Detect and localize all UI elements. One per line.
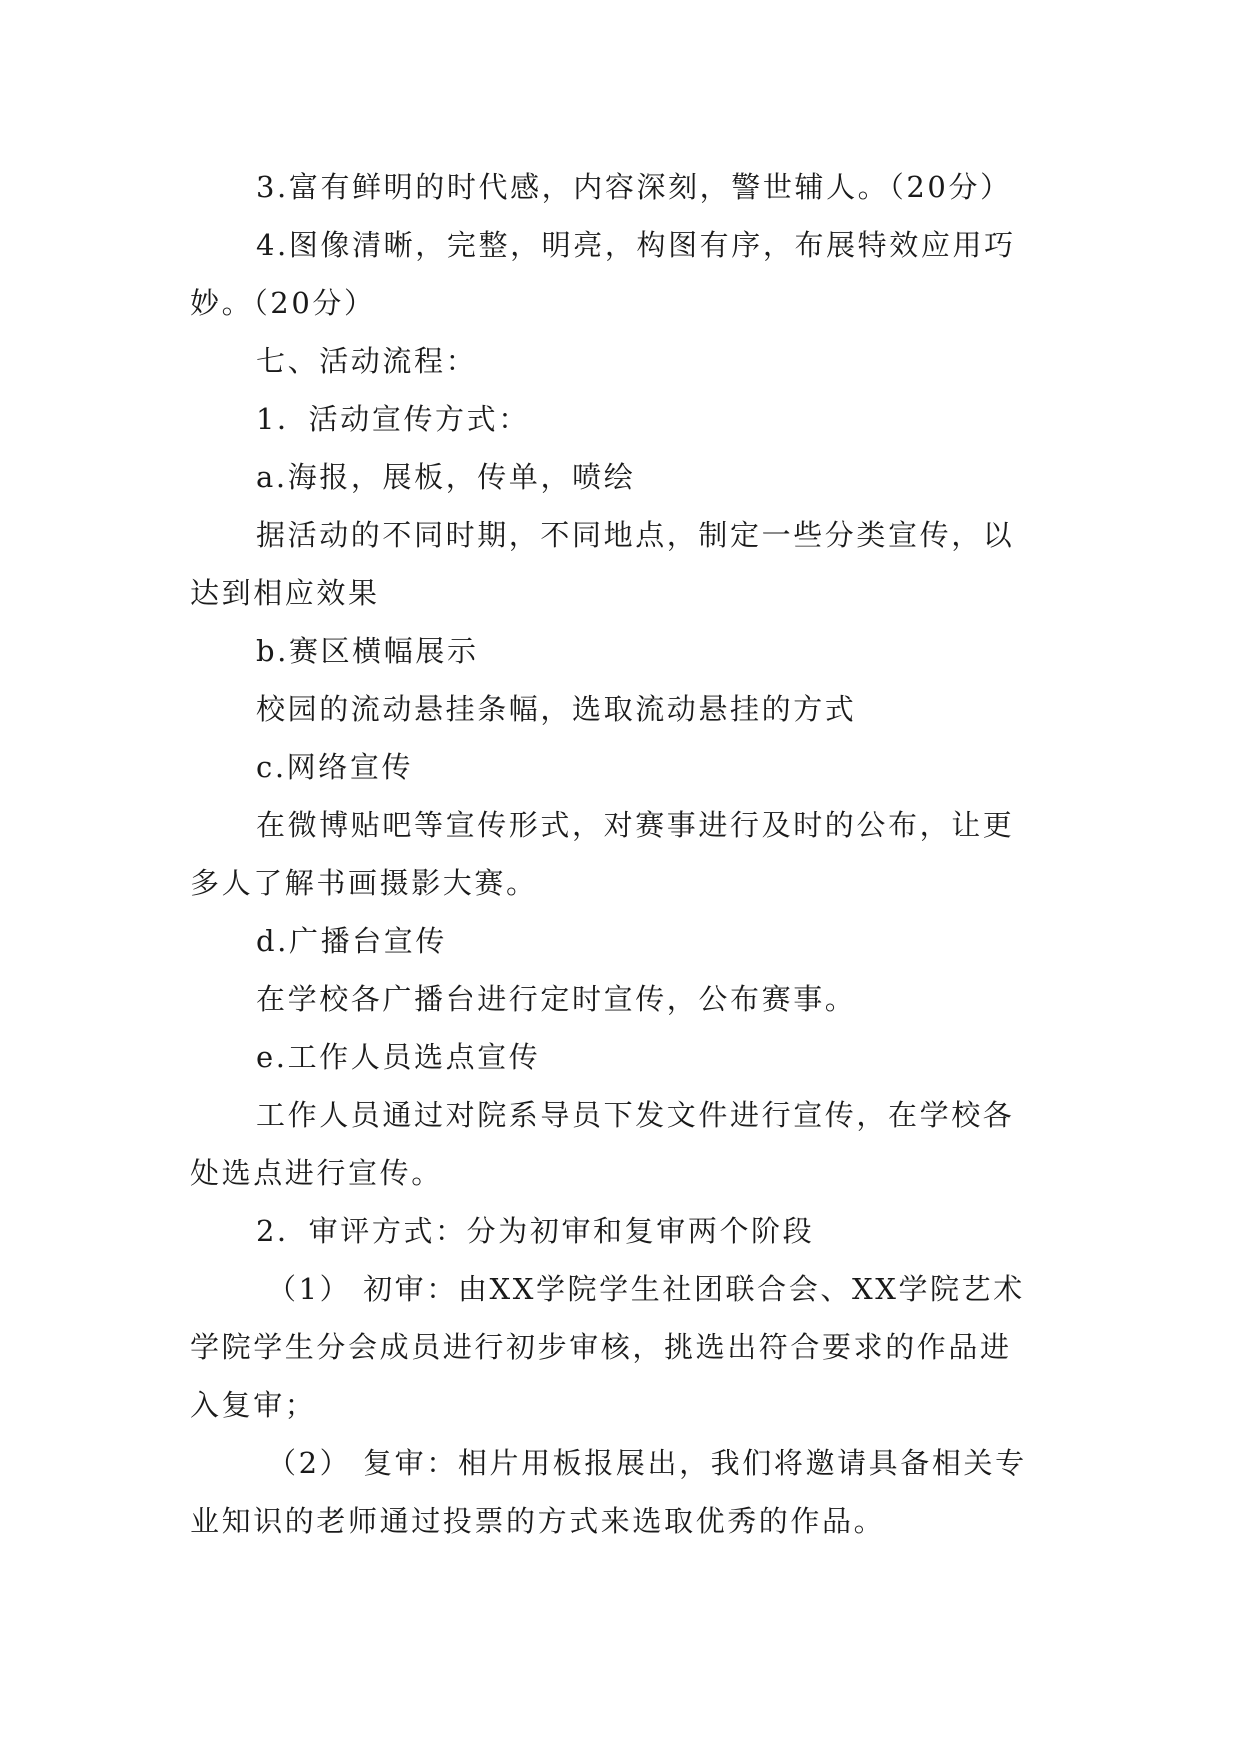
section-heading-process: 七、活动流程： — [256, 344, 478, 378]
item-e: e.工作人员选点宣传 — [256, 1040, 541, 1074]
review-stage-1-end: 入复审； — [190, 1388, 317, 1422]
scoring-criterion-4-cont: 妙。（20分） — [190, 286, 376, 320]
scoring-criterion-3: 3.富有鲜明的时代感，内容深刻，警世辅人。（20分） — [256, 170, 1012, 204]
item-c-desc-cont: 多人了解书画摄影大赛。 — [190, 866, 538, 900]
review-stage-2: （2） 复审：相片用板报展出，我们将邀请具备相关专 — [267, 1446, 1027, 1480]
review-stage-1-cont: 学院学生分会成员进行初步审核，挑选出符合要求的作品进 — [190, 1330, 1012, 1364]
item-d: d.广播台宣传 — [256, 924, 447, 958]
review-stage-2-cont: 业知识的老师通过投票的方式来选取优秀的作品。 — [190, 1504, 886, 1538]
item-e-desc: 工作人员通过对院系导员下发文件进行宣传，在学校各 — [256, 1098, 1015, 1132]
item-b-desc: 校园的流动悬挂条幅，选取流动悬挂的方式 — [256, 692, 857, 726]
item-e-desc-cont: 处选点进行宣传。 — [190, 1156, 443, 1190]
item-d-desc: 在学校各广播台进行定时宣传，公布赛事。 — [256, 982, 857, 1016]
subheading-publicity: 1．活动宣传方式： — [256, 402, 530, 436]
item-a-desc: 据活动的不同时期，不同地点，制定一些分类宣传，以 — [256, 518, 1015, 552]
item-c: c.网络宣传 — [256, 750, 414, 784]
item-c-desc: 在微博贴吧等宣传形式，对赛事进行及时的公布，让更 — [256, 808, 1015, 842]
scoring-criterion-4: 4.图像清晰，完整，明亮，构图有序，布展特效应用巧 — [256, 228, 1016, 262]
item-b: b.赛区横幅展示 — [256, 634, 479, 668]
item-a: a.海报，展板，传单，喷绘 — [256, 460, 636, 494]
review-stage-1: （1） 初审：由XX学院学生社团联合会、XX学院艺术 — [267, 1272, 1025, 1306]
subheading-review: 2．审评方式：分为初审和复审两个阶段 — [256, 1214, 815, 1248]
item-a-desc-cont: 达到相应效果 — [190, 576, 380, 610]
